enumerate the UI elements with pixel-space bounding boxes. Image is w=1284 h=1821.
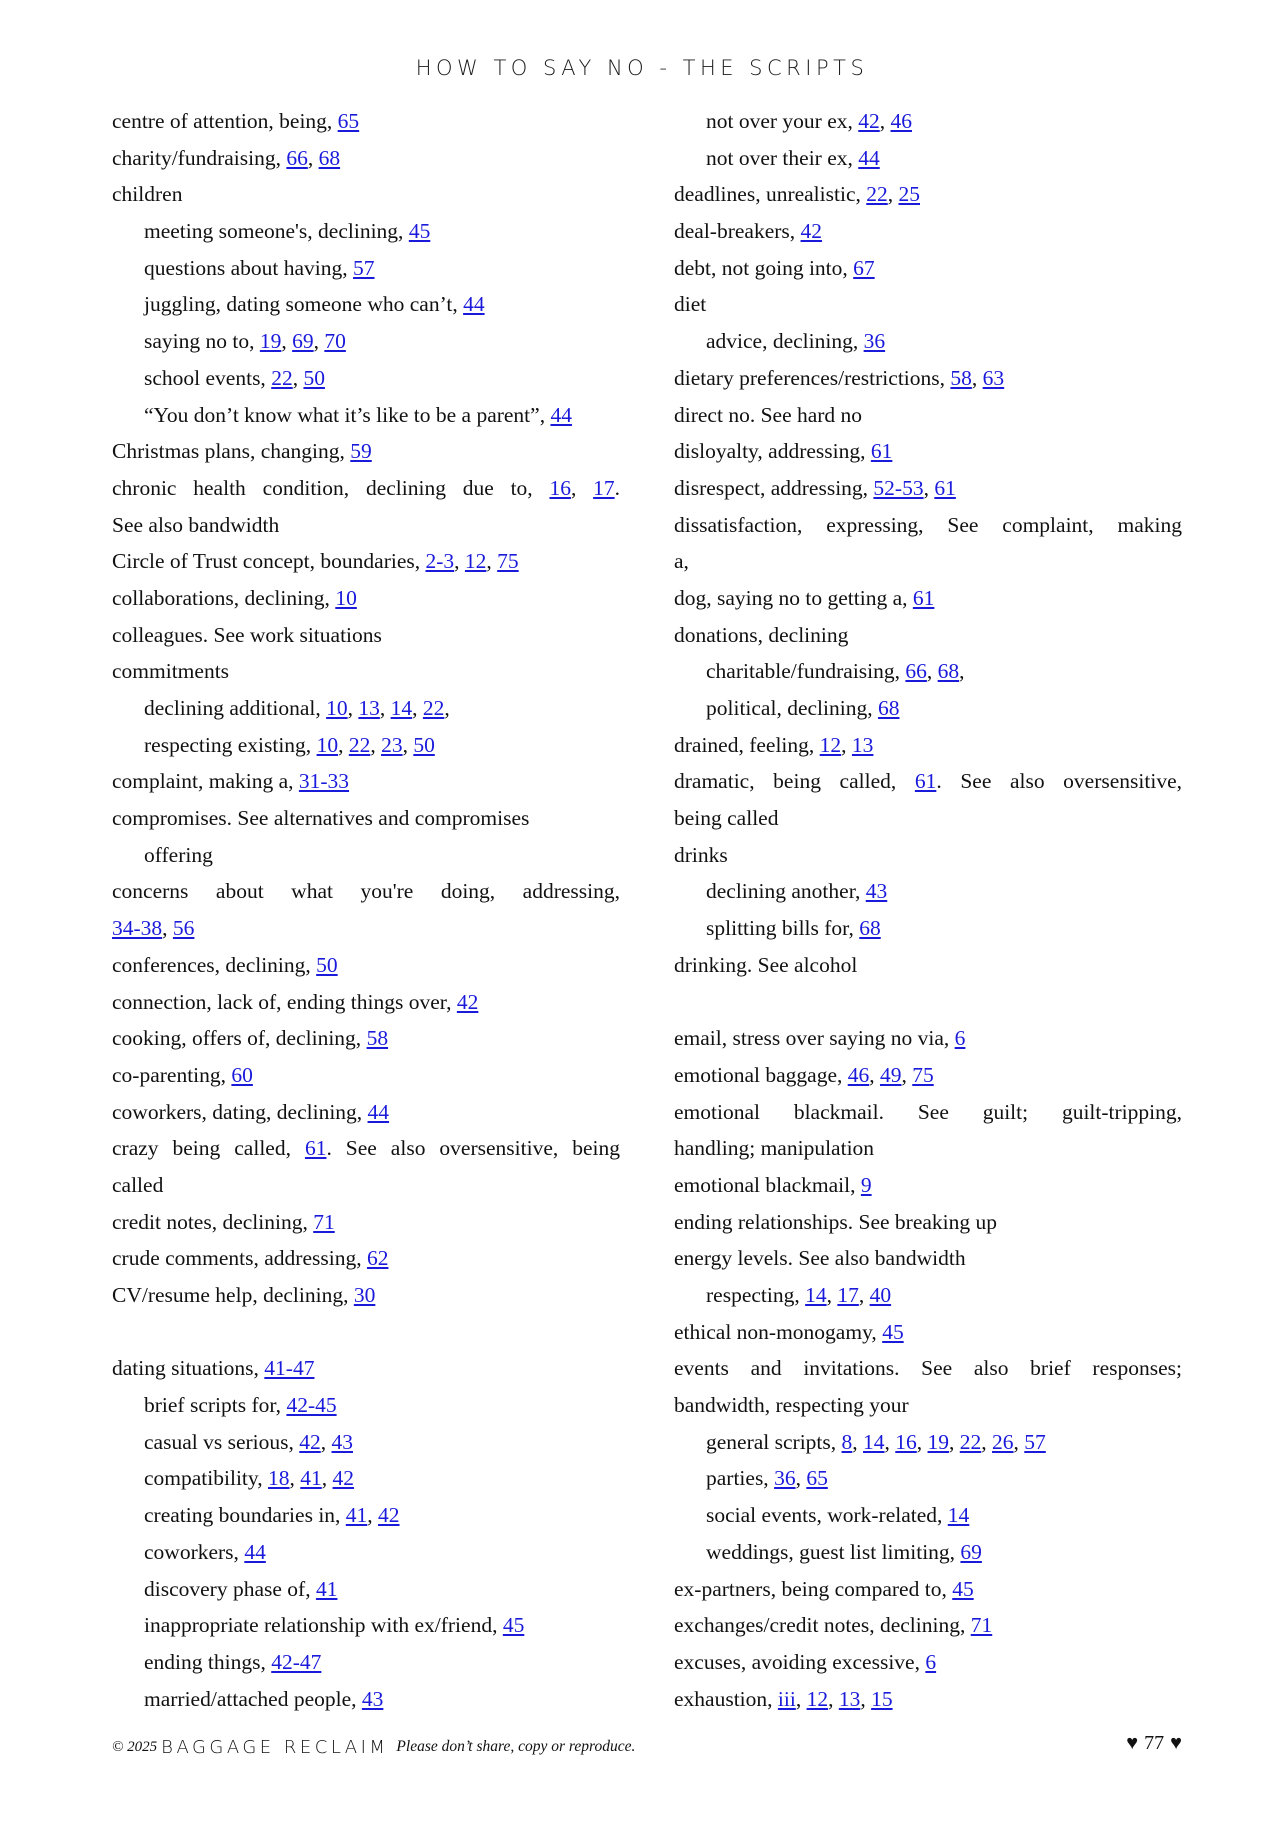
index-term: crude comments, addressing, [112,1246,367,1271]
index-entry: chronic health condition, declining due to, 16, 17. [112,475,620,500]
index-term: casual vs serious, [144,1429,300,1454]
index-entry [112,947,620,984]
index-term: respecting existing, [144,732,317,757]
index-term: donations, declining [674,622,849,647]
index-term: cooking, offers of, declining, [112,1026,367,1051]
index-term: drinking. See alcohol [674,952,858,977]
index-subentry [674,1497,1182,1534]
page-reference-link[interactable]: 61 [914,769,937,794]
page-reference-link[interactable]: 43 [331,1429,353,1454]
index-term-suffix: . [614,475,620,500]
index-entry: 34-38, 56 [112,916,195,941]
page-reference-link[interactable]: 41 [345,1503,368,1528]
index-term: excuses, avoiding excessive, [674,1649,926,1674]
page-reference-link[interactable]: 12 [464,549,487,574]
index-term: conferences, declining, [112,952,317,977]
index-entry [112,103,620,140]
index-entry [674,507,1182,544]
page-reference-link[interactable]: 14 [947,1503,970,1528]
index-entry: dietary preferences/restrictions, 58, 63 [674,365,1005,390]
page-reference-link[interactable]: 67 [853,255,875,280]
page-reference-link[interactable]: 68 [859,916,881,941]
page-reference-link[interactable]: 17 [593,475,615,500]
page-reference-link[interactable]: 13 [358,696,380,720]
page-reference-link[interactable]: 52-53 [873,475,924,500]
index-entry [112,984,620,1021]
page-reference-link[interactable]: 60 [231,1062,253,1087]
page-reference-link[interactable]: 61 [304,1136,327,1161]
index-term: not over your ex, [706,109,859,133]
index-entry [112,1204,620,1241]
page-reference-link[interactable]: 22 [866,182,888,207]
page-reference-link[interactable]: 57 [1024,1429,1046,1454]
index-entry: disrespect, addressing, 52-53, 61 [674,475,956,500]
page-reference-link[interactable]: 19 [927,1429,950,1454]
index-term: emotional blackmail. See guilt; guilt-tripping, [674,1099,1182,1124]
index-subentry [112,213,620,250]
index-term: discovery phase of, [144,1576,316,1601]
page-reference-link[interactable]: 44 [244,1539,266,1564]
index-term: questions about having, [144,255,354,280]
index-term: ending things, [144,1649,272,1674]
index-subentry [112,1607,620,1644]
index-subentry: not over your ex, 42, 46 [706,109,913,133]
page-reference-link[interactable]: 9 [860,1172,872,1197]
index-term: splitting bills for, [706,916,860,941]
index-entry [674,213,1182,250]
index-term: See also bandwidth [112,512,280,537]
index-subentry: declining additional, 10, 13, 14, 22, [144,696,450,720]
index-term: centre of attention, being, [112,109,338,133]
index-entry [674,1094,1182,1131]
page-reference-link[interactable]: 36 [863,329,886,354]
page-reference-link[interactable]: 42-47 [271,1649,322,1674]
index-subentry [112,1387,620,1424]
index-term: events and invitations. See also brief responses; [674,1356,1182,1381]
page-footer [112,1732,1182,1762]
page-reference-link[interactable]: 61 [912,585,935,610]
index-term: diet [674,292,707,317]
index-term: crazy being called, [112,1136,305,1161]
page-reference-link[interactable]: 40 [869,1283,892,1307]
index-term: debt, not going into, [674,255,854,280]
index-term: complaint, making a, [112,769,299,794]
index-subentry [674,910,1182,947]
index-entry [112,1130,620,1167]
page-reference-link[interactable]: 14 [390,696,413,720]
page-reference-link[interactable]: 25 [898,182,920,207]
page-reference-link[interactable]: 57 [353,255,375,280]
page-reference-link[interactable]: 58 [366,1026,389,1051]
index-entry [674,1387,1182,1424]
index-term: direct no. See hard no [674,402,863,427]
page-reference-link[interactable]: 45 [882,1319,904,1344]
index-subentry [112,286,620,323]
page-reference-link[interactable]: 50 [413,732,435,757]
index-subentry [674,1534,1182,1571]
index-entry [112,1277,620,1314]
page-reference-link[interactable]: 66 [286,145,308,170]
page-reference-link[interactable]: 31-33 [298,769,350,794]
index-subentry [112,397,620,434]
index-subentry [112,1681,620,1718]
index-entry [674,1020,1182,1057]
page-reference-link[interactable]: 45 [952,1576,974,1601]
index-entry [112,1020,620,1057]
index-subentry [674,323,1182,360]
page-reference-link[interactable]: 12 [806,1686,829,1711]
index-entry [674,397,1182,434]
index-subentry [112,250,620,287]
index-term: charity/fundraising, [112,145,287,170]
index-term: chronic health condition, declining due to, [112,475,550,500]
page-reference-link[interactable]: 61 [934,475,956,500]
page-reference-link[interactable]: 49 [879,1062,902,1087]
index-subentry: casual vs serious, 42, 43 [144,1429,353,1454]
page-reference-link[interactable]: 23 [381,732,403,757]
index-term: compromises. See alternatives and compromises [112,806,530,831]
index-subentry: respecting, 14, 17, 40 [706,1283,892,1307]
index-entry: exhaustion, iii, 12, 13, 15 [674,1686,893,1711]
page-reference-link[interactable]: 68 [318,145,341,170]
index-entry [674,947,1182,984]
page-reference-link[interactable]: 22 [422,696,445,720]
index-term: dramatic, being called, [674,769,915,794]
index-subentry [112,1534,620,1571]
index-entry: deadlines, unrealistic, 22, 25 [674,182,920,207]
index-term: email, stress over saying no via, [674,1026,955,1051]
index-term: energy levels. See also bandwidth [674,1246,966,1271]
index-entry: charity/fundraising, 66, 68 [112,145,341,170]
index-term: juggling, dating someone who can’t, [144,292,464,317]
page-reference-link[interactable]: 44 [367,1099,390,1124]
page-reference-link[interactable]: 75 [912,1062,934,1087]
page-reference-link[interactable]: 45 [408,219,431,244]
index-term: commitments [112,659,230,684]
index-entry [674,1607,1182,1644]
page-reference-link[interactable]: 41 [300,1466,322,1491]
index-term: respecting, [706,1283,806,1307]
index-term: connection, lack of, ending things over, [112,989,457,1014]
page-reference-link[interactable]: 14 [805,1283,827,1307]
heart-icon: ♥ [1170,1732,1182,1754]
index-term: bandwidth, respecting your [674,1393,909,1418]
index-subentry: creating boundaries in, 41, 42 [144,1503,400,1528]
index-entry [112,176,620,213]
page-reference-link[interactable]: 70 [324,329,346,354]
index-subentry: general scripts, 8, 14, 16, 19, 22, 26, 57 [706,1429,1046,1454]
page-reference-link[interactable]: 68 [937,659,960,684]
index-term-suffix: . See also oversensitive, being [326,1136,620,1161]
index-term: coworkers, [144,1539,245,1564]
index-term: “You don’t know what it’s like to be a parent”, [144,402,551,427]
index-term: exchanges/credit notes, declining, [674,1613,971,1638]
page-reference-link[interactable]: 63 [982,365,1005,390]
index-term: married/attached people, [144,1686,362,1711]
copy-notice: Please don’t share, copy or reproduce. [396,1738,636,1755]
page-reference-link[interactable]: 41-47 [264,1356,315,1381]
page-reference-link[interactable]: 17 [837,1283,859,1307]
index-term: ethical non-monogamy, [674,1319,883,1344]
index-entry [112,763,620,800]
index-term: meeting someone's, declining, [144,219,409,244]
page-reference-link[interactable]: 22 [271,365,293,390]
index-term: declining additional, [144,696,327,720]
index-entry [674,543,1182,580]
page-reference-link[interactable]: 68 [877,696,900,720]
index-entry [112,1057,620,1094]
index-subentry: saying no to, 19, 69, 70 [144,329,346,354]
page-reference-link[interactable]: 69 [960,1539,982,1564]
letter-group-spacer [674,984,1182,1021]
index-entry [112,1350,620,1387]
page-reference-link[interactable]: 42 [378,1503,400,1528]
index-term: brief scripts for, [144,1393,287,1418]
index-entry [674,1130,1182,1167]
page-reference-link[interactable]: 42 [332,1466,355,1491]
index-term: being called [674,806,779,831]
index-term: Circle of Trust concept, boundaries, [112,549,426,574]
page-reference-link[interactable]: 34-38 [112,916,163,941]
index-term: drinks [674,842,728,867]
page-reference-link[interactable]: 6 [954,1026,966,1051]
index-entry [112,1094,620,1131]
page-reference-link[interactable]: 6 [925,1649,937,1674]
index-term: disrespect, addressing, [674,475,874,500]
index-term: called [112,1172,164,1197]
index-term: ex-partners, being compared to, [674,1576,953,1601]
index-term: CV/resume help, declining, [112,1283,354,1307]
page-reference-link[interactable]: 59 [350,439,372,464]
index-term: dog, saying no to getting a, [674,585,913,610]
letter-group-spacer [112,1314,620,1351]
index-column-right [674,103,1182,1717]
index-entry [674,800,1182,837]
page-reference-link[interactable]: 65 [806,1466,828,1491]
page-reference-link[interactable]: 8 [841,1429,853,1454]
page-reference-link[interactable]: 50 [316,952,338,977]
page-reference-link[interactable]: 61 [870,439,893,464]
index-subentry [674,873,1182,910]
page-reference-link[interactable]: 65 [337,109,360,133]
index-term: declining another, [706,879,866,904]
page-reference-link[interactable]: 10 [335,585,357,610]
index-term: credit notes, declining, [112,1209,314,1234]
index-term: collaborations, declining, [112,585,336,610]
page-reference-link[interactable]: 46 [847,1062,870,1087]
page-reference-link[interactable]: 43 [361,1686,384,1711]
index-term: dating situations, [112,1356,265,1381]
index-entry [674,286,1182,323]
index-entry [674,250,1182,287]
index-entry: emotional baggage, 46, 49, 75 [674,1062,934,1087]
page-reference-link[interactable]: 42 [858,109,880,133]
page-reference-link[interactable]: 46 [890,109,913,133]
index-subentry: respecting existing, 10, 22, 23, 50 [144,732,435,757]
index-entry [112,873,620,910]
page-number-value: 77 [1144,1732,1165,1754]
index-entry [674,1571,1182,1608]
index-subentry [112,1571,620,1608]
index-term: offering [144,842,213,867]
running-header: HOW TO SAY NO - THE SCRIPTS [415,56,869,80]
page-reference-link[interactable]: 19 [259,329,282,354]
index-term: ending relationships. See breaking up [674,1209,998,1234]
index-entry [112,580,620,617]
index-entry [674,1204,1182,1241]
page-number [1126,1732,1182,1755]
page-reference-link[interactable]: 16 [549,475,571,500]
page-reference-link[interactable]: 22 [348,732,371,757]
index-entry: Circle of Trust concept, boundaries, 2-3, 12, 75 [112,549,519,574]
page-reference-link[interactable]: 10 [316,732,339,757]
index-term: emotional blackmail, [674,1172,861,1197]
page-reference-link[interactable]: 71 [970,1613,993,1638]
index-entry [112,1167,620,1204]
index-entry [674,617,1182,654]
page-reference-link[interactable]: 69 [292,329,314,354]
index-subentry: compatibility, 18, 41, 42 [144,1466,355,1491]
index-subentry [112,1644,620,1681]
index-entry [112,507,620,544]
page-reference-link[interactable]: 44 [463,292,485,317]
page-reference-link[interactable]: 22 [959,1429,982,1454]
index-term: not over their ex, [706,145,859,170]
index-term: disloyalty, addressing, [674,439,871,464]
index-entry [112,800,620,837]
index-entry [674,580,1182,617]
page-reference-link[interactable]: 12 [819,732,842,757]
page-reference-link[interactable]: 66 [905,659,927,684]
page-reference-link[interactable]: 43 [865,879,888,904]
index-subentry [112,837,620,874]
index-entry [112,653,620,690]
index-term: Christmas plans, changing, [112,439,351,464]
page-reference-link[interactable]: 18 [268,1466,290,1491]
index-subentry: parties, 36, 65 [706,1466,828,1491]
index-term: social events, work-related, [706,1503,948,1528]
page-reference-link[interactable]: 44 [550,402,572,427]
page-reference-link[interactable]: 26 [992,1429,1014,1454]
index-subentry [674,140,1182,177]
index-subentry [674,690,1182,727]
page-reference-link[interactable]: 41 [315,1576,338,1601]
index-subentry: school events, 22, 50 [144,365,325,390]
page-reference-link[interactable]: 30 [353,1283,376,1307]
page-reference-link[interactable]: 44 [858,145,880,170]
index-entry [112,617,620,654]
index-entry [112,433,620,470]
index-entry [112,1240,620,1277]
page-reference-link[interactable]: iii [777,1686,796,1711]
index-entry [674,1240,1182,1277]
index-term-suffix: , [959,659,965,684]
page-reference-link[interactable]: 36 [774,1466,796,1491]
index-term: handling; manipulation [674,1136,875,1161]
page-reference-link[interactable]: 50 [303,365,325,390]
index-term: co-parenting, [112,1062,232,1087]
index-entry [674,1350,1182,1387]
index-term-suffix: . See also oversensitive, [936,769,1182,794]
index-entry [674,1314,1182,1351]
index-entry [674,837,1182,874]
page-reference-link[interactable]: 42 [800,219,823,244]
index-entry: drained, feeling, 12, 13 [674,732,874,757]
index-term: coworkers, dating, declining, [112,1099,368,1124]
page-reference-link[interactable]: 13 [851,732,874,757]
index-term: emotional baggage, [674,1062,848,1087]
index-term: concerns about what you're doing, addressing, [112,879,620,904]
page-reference-link[interactable]: 62 [366,1246,389,1271]
index-column-left [112,103,620,1717]
page-reference-link[interactable]: 10 [326,696,348,720]
index-term: charitable/fundraising, [706,659,906,684]
index-term: colleagues. See work situations [112,622,382,647]
index-term: dietary preferences/restrictions, [674,365,951,390]
index-term: a, [674,549,689,574]
index-entry [674,1644,1182,1681]
copyright-text: © 2025 [112,1738,158,1755]
page-reference-link[interactable]: 13 [838,1686,861,1711]
index-term: weddings, guest list limiting, [706,1539,961,1564]
index-term: deal-breakers, [674,219,801,244]
page-reference-link[interactable]: 42 [456,989,479,1014]
index-term: political, declining, [706,696,878,720]
index-term: creating boundaries in, [144,1503,346,1528]
index-term: school events, [144,365,272,390]
index-term: drained, feeling, [674,732,820,757]
heart-icon: ♥ [1126,1732,1139,1754]
page-reference-link[interactable]: 14 [863,1429,885,1454]
index-term: advice, declining, [706,329,864,354]
page-reference-link[interactable]: 56 [172,916,195,941]
index-subentry: charitable/fundraising, 66, 68, [706,659,965,684]
index-term: inappropriate relationship with ex/friend, [144,1613,503,1638]
index-term: saying no to, [144,329,260,354]
page-reference-link[interactable]: 42 [299,1429,321,1454]
page-reference-link[interactable]: 45 [502,1613,525,1638]
page-reference-link[interactable]: 58 [950,365,972,390]
page-reference-link[interactable]: 16 [895,1429,917,1454]
index-entry [674,763,1182,800]
index-term: parties, [706,1466,775,1491]
page-reference-link[interactable]: 2-3 [425,549,455,574]
page-reference-link[interactable]: 71 [313,1209,335,1234]
page-reference-link[interactable]: 15 [871,1686,893,1711]
index-term: children [112,182,183,207]
index-term: exhaustion, [674,1686,778,1711]
index-term-suffix: , [444,696,450,720]
index-term: compatibility, [144,1466,269,1491]
index-entry [674,433,1182,470]
index-entry [674,1167,1182,1204]
brand-name: BAGGAGE RECLAIM [161,1736,389,1758]
page-reference-link[interactable]: 42-45 [286,1393,337,1418]
index-term: dissatisfaction, expressing, See complaint, making [674,512,1182,537]
page-reference-link[interactable]: 75 [497,549,519,574]
index-term: deadlines, unrealistic, [674,182,867,207]
index-term: general scripts, [706,1429,842,1454]
